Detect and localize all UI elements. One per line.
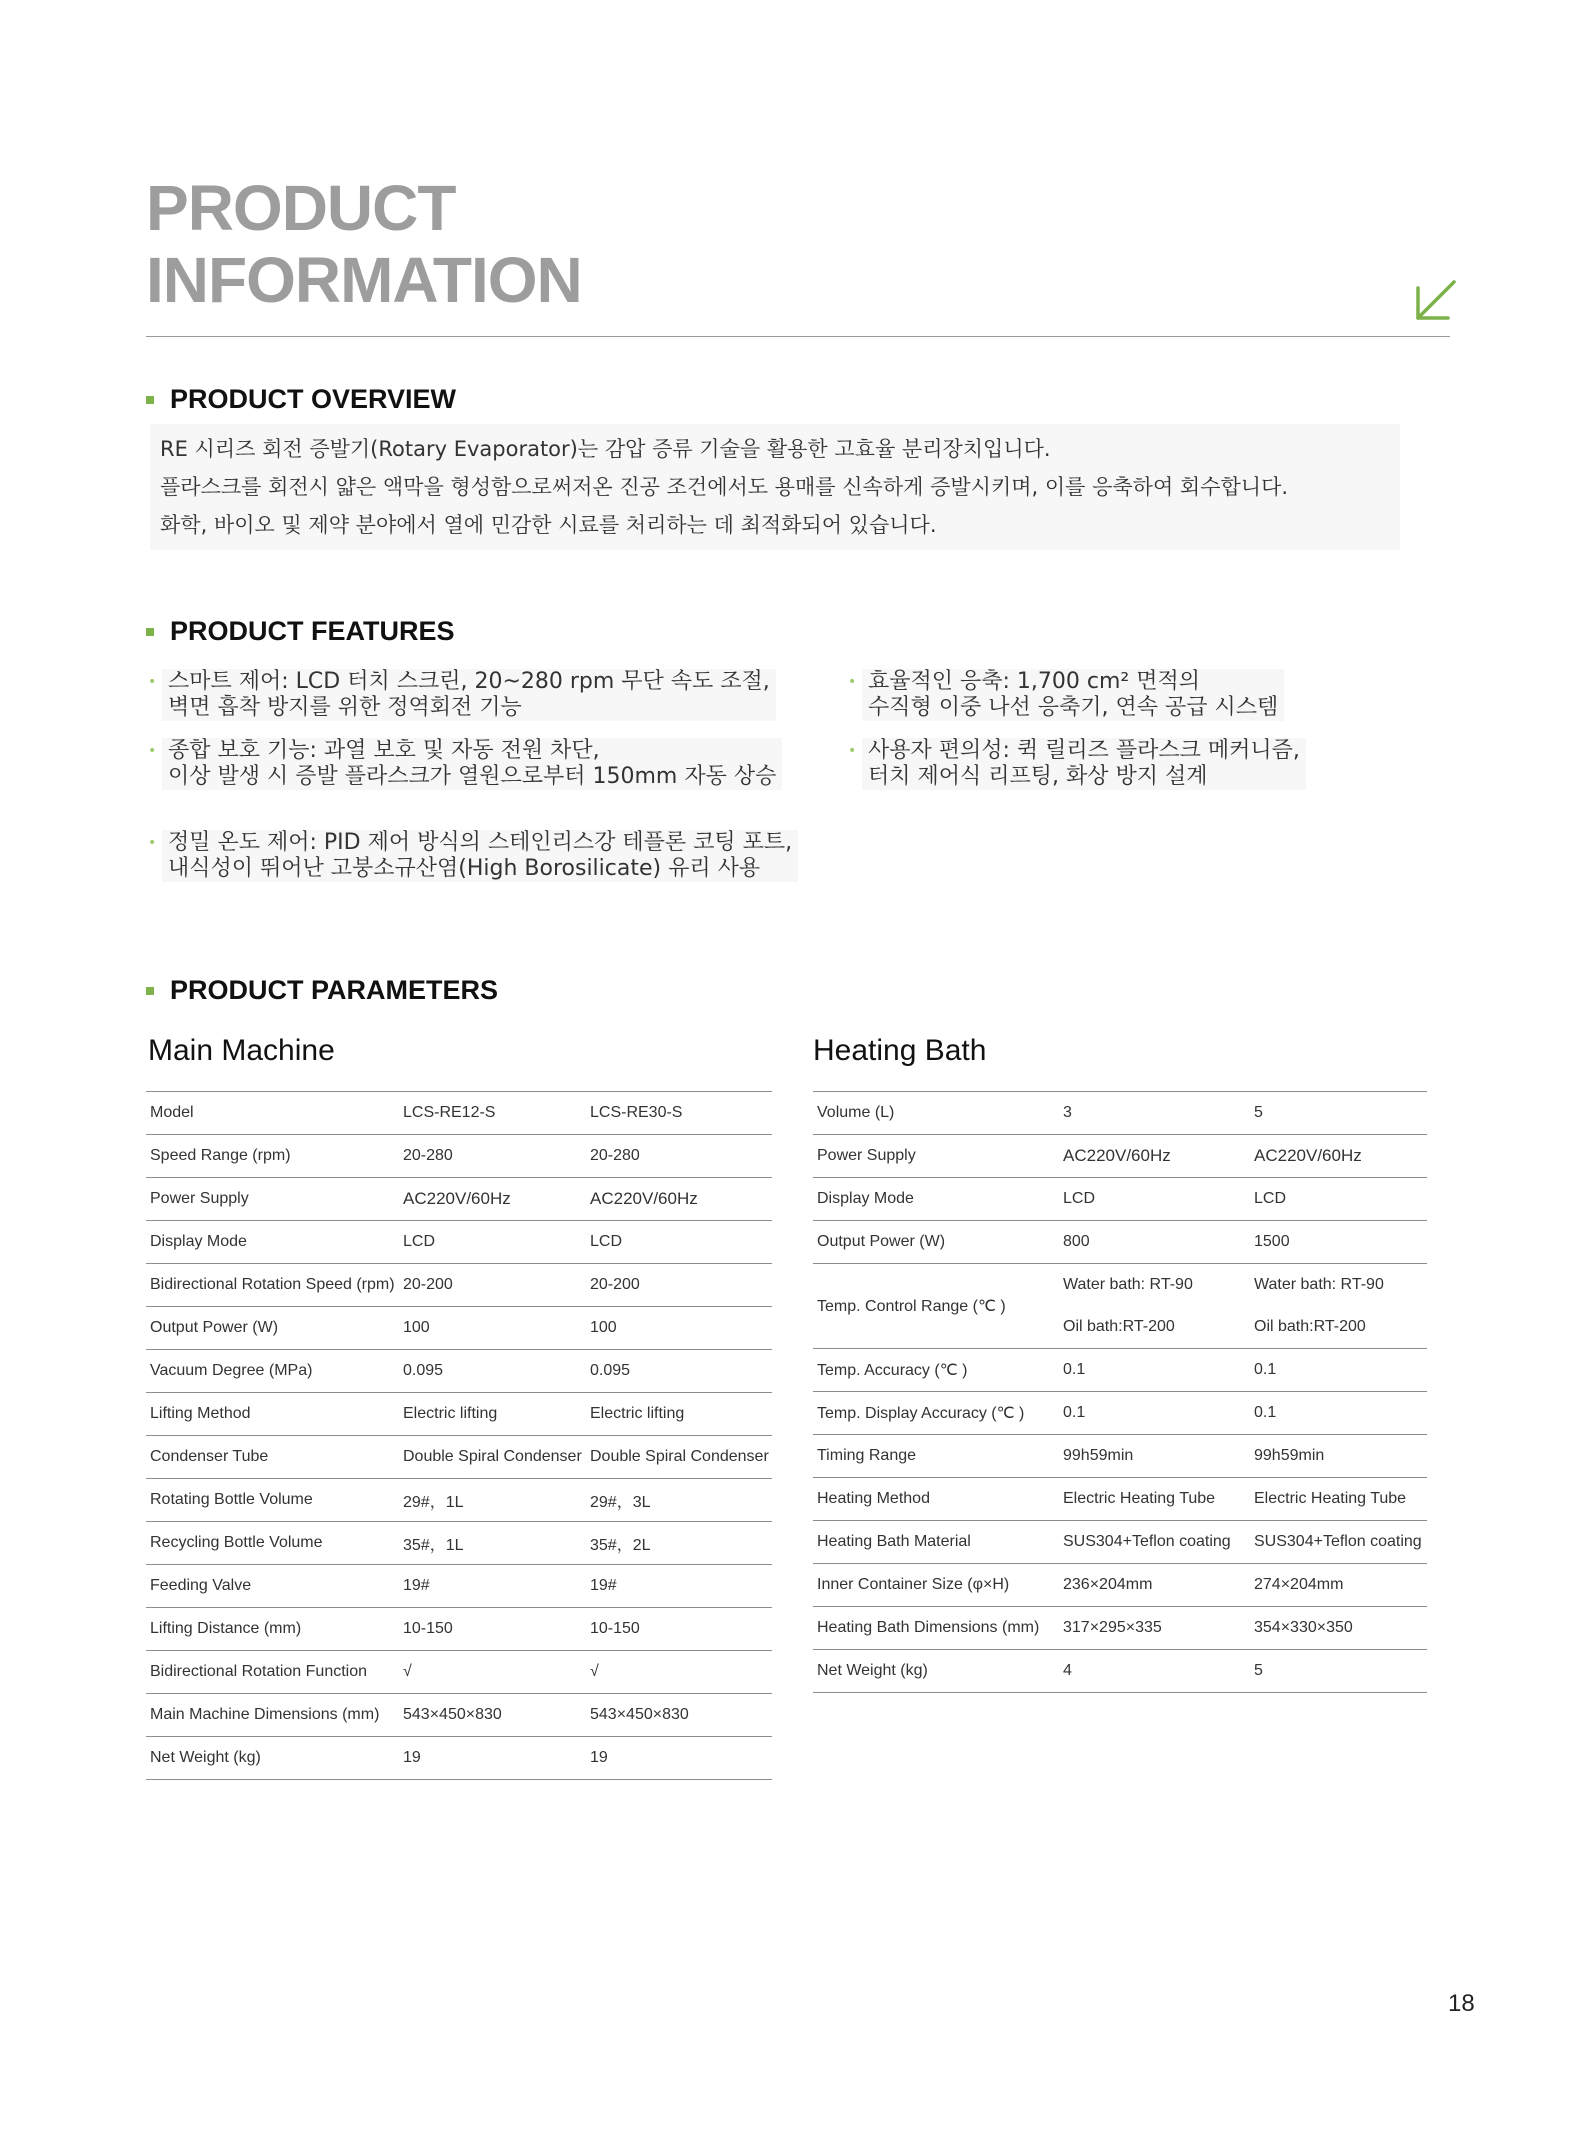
table-row [813,1478,1427,1521]
table-cell-value: 19 [399,1737,586,1780]
table-cell-label: Display Mode [146,1221,399,1264]
table-cell-value: 1500 [1250,1221,1427,1264]
table-cell-label: Heating Bath Material [813,1521,1059,1564]
table-cell-value: 3 [1059,1092,1250,1135]
table-cell-label: Volume (L) [813,1092,1059,1135]
table-cell-value: 4 [1059,1650,1250,1693]
table-cell-value: 274×204mm [1250,1564,1427,1607]
feature-line: 수직형 이중 나선 응축기, 연속 공급 시스템 [868,695,1279,720]
table-cell-label: Vacuum Degree (MPa) [146,1350,399,1393]
table-cell-value: 5 [1250,1650,1427,1693]
table-cell-value: 543×450×830 [399,1694,586,1737]
table-cell-label: Lifting Method [146,1393,399,1436]
table-cell-label: Temp. Display Accuracy (℃ ) [813,1392,1059,1435]
table-cell-value: 20-280 [399,1135,586,1178]
features-heading-text: PRODUCT FEATURES [170,616,455,646]
table-cell-value: 19# [399,1565,586,1608]
table-cell-label: Heating Method [813,1478,1059,1521]
table-cell-value: 99h59min [1250,1435,1427,1478]
parameters-heading-text: PRODUCT PARAMETERS [170,975,499,1005]
feature-line: 스마트 제어: LCD 터치 스크린, 20~280 rpm 무단 속도 조절, [168,669,770,694]
table-row [813,1178,1427,1221]
table-cell-value: 100 [399,1307,586,1350]
features-heading [146,616,455,647]
feature-line: 종합 보호 기능: 과열 보호 및 자동 전원 차단, [168,738,600,763]
table-cell-label: Power Supply [813,1135,1059,1178]
feature-line: 벽면 흡착 방지를 위한 정역회전 기능 [168,695,522,720]
table-cell-label: Lifting Distance (mm) [146,1608,399,1651]
table-cell-value: 19# [586,1565,772,1608]
table-cell-value: Double Spiral Condenser [586,1436,772,1479]
table-cell-label: Condenser Tube [146,1436,399,1479]
table-cell-value: 800 [1059,1221,1250,1264]
table-cell-label: Bidirectional Rotation Speed (rpm) [146,1264,399,1307]
arrow-down-left-icon [1412,278,1458,324]
table-cell-label: Temp. Accuracy (℃ ) [813,1349,1059,1392]
main-machine-title: Main Machine [148,1034,335,1067]
table-cell-label: Inner Container Size (φ×H) [813,1564,1059,1607]
table-cell-label: Output Power (W) [813,1221,1059,1264]
table-cell-label: Timing Range [813,1435,1059,1478]
table-row [146,1264,772,1307]
table-cell-value: Oil bath:RT-200 [1250,1306,1427,1349]
table-cell-value: 0.1 [1250,1392,1427,1435]
table-cell-value: 354×330×350 [1250,1607,1427,1650]
table-row [813,1135,1427,1178]
table-cell-value: AC220V/60Hz [399,1178,586,1221]
bullet-square-icon [146,628,154,636]
table-cell-value: 20-280 [586,1135,772,1178]
table-cell-value: 317×295×335 [1059,1607,1250,1650]
table-row [813,1392,1427,1435]
overview-text-box [150,424,1400,550]
table-cell-value: 0.1 [1250,1349,1427,1392]
table-cell-label: Output Power (W) [146,1307,399,1350]
table-cell-value: √ [399,1651,586,1694]
table-cell-label: Temp. Control Range (℃ ) [813,1264,1059,1349]
table-cell-value: LCD [586,1221,772,1264]
table-row [146,1436,772,1479]
table-cell-value: Double Spiral Condenser [399,1436,586,1479]
table-cell-value: 0.095 [586,1350,772,1393]
feature-line: 내식성이 뛰어난 고붕소규산염(High Borosilicate) 유리 사용 [168,856,761,881]
table-row [813,1435,1427,1478]
main-machine-table [146,1091,772,1780]
page-number: 18 [1448,1990,1475,2017]
table-row [146,1479,772,1522]
parameters-heading [146,975,498,1006]
table-cell-value: LCD [399,1221,586,1264]
feature-item [148,669,776,721]
page-title-line2: INFORMATION [146,244,582,316]
table-cell-value: Electric lifting [399,1393,586,1436]
overview-line: 화학, 바이오 및 제약 분야에서 열에 민감한 시료를 처리하는 데 최적화되어 있습니다. [160,513,937,537]
table-cell-label: Net Weight (kg) [813,1650,1059,1693]
bullet-dot-icon: • [148,674,157,690]
feature-line: 사용자 편의성: 퀵 릴리즈 플라스크 메커니즘, [868,738,1300,763]
feature-item [848,738,1306,790]
table-cell-value: 20-200 [586,1264,772,1307]
table-row [146,1393,772,1436]
overview-heading [146,384,456,415]
table-cell-value: 0.1 [1059,1349,1250,1392]
table-cell-value: AC220V/60Hz [1059,1135,1250,1178]
table-row [813,1349,1427,1392]
table-cell-value: 5 [1250,1092,1427,1135]
table-cell-value: LCS-RE30-S [586,1092,772,1135]
table-cell-label: Feeding Valve [146,1565,399,1608]
table-cell-value: √ [586,1651,772,1694]
table-row [146,1307,772,1350]
table-cell-label: Heating Bath Dimensions (mm) [813,1607,1059,1650]
table-cell-label: Bidirectional Rotation Function [146,1651,399,1694]
table-cell-value: AC220V/60Hz [1250,1135,1427,1178]
table-row [813,1264,1427,1307]
overview-line: 플라스크를 회전시 얇은 액막을 형성함으로써저온 진공 조건에서도 용매를 신속하게 증발시키며, 이를 응축하여 회수합니다. [160,475,1289,499]
table-row [813,1092,1427,1135]
table-row [813,1564,1427,1607]
table-cell-label: Power Supply [146,1178,399,1221]
table-row [813,1521,1427,1564]
overview-heading-text: PRODUCT OVERVIEW [170,384,457,414]
page-title [146,172,582,316]
table-cell-value: 0.095 [399,1350,586,1393]
table-cell-value: SUS304+Teflon coating [1250,1521,1427,1564]
feature-line: 이상 발생 시 증발 플라스크가 열원으로부터 150mm 자동 상승 [168,764,777,789]
table-cell-value: Water bath: RT-90 [1063,1276,1193,1293]
table-cell-label: Main Machine Dimensions (mm) [146,1694,399,1737]
heating-bath-table [813,1091,1427,1693]
table-cell-value: 35#，1L [399,1522,586,1565]
feature-item [148,738,782,790]
table-cell-value: 10-150 [399,1608,586,1651]
table-cell-value: 20-200 [399,1264,586,1307]
table-row [146,1350,772,1393]
table-cell-value: LCD [1059,1178,1250,1221]
bullet-square-icon [146,396,154,404]
table-cell-value: AC220V/60Hz [586,1178,772,1221]
table-cell-value: SUS304+Teflon coating [1059,1521,1250,1564]
table-cell-label: Speed Range (rpm) [146,1135,399,1178]
table-row [146,1092,772,1135]
table-row [813,1221,1427,1264]
table-cell-value: 236×204mm [1059,1564,1250,1607]
table-row [146,1221,772,1264]
table-cell-value: 35#，2L [586,1522,772,1565]
header-divider [146,336,1450,337]
table-cell-value: 19 [586,1737,772,1780]
table-cell-value: Oil bath:RT-200 [1059,1306,1250,1349]
table-row [146,1178,772,1221]
table-cell-label: Model [146,1092,399,1135]
bullet-dot-icon: • [848,674,857,690]
heating-bath-title: Heating Bath [813,1034,987,1067]
bullet-dot-icon: • [848,743,857,759]
feature-item [148,830,798,882]
table-row [146,1651,772,1694]
feature-line: 효율적인 응축: 1,700 cm² 면적의 [868,669,1200,694]
feature-line: 터치 제어식 리프팅, 화상 방지 설계 [868,764,1208,789]
table-cell-label: Net Weight (kg) [146,1737,399,1780]
feature-item [848,669,1284,721]
table-cell-label: Display Mode [813,1178,1059,1221]
bullet-dot-icon: • [148,743,157,759]
table-cell-label: Rotating Bottle Volume [146,1479,399,1522]
table-row [813,1607,1427,1650]
table-cell-value: 29#，1L [399,1479,586,1522]
feature-line: 정밀 온도 제어: PID 제어 방식의 스테인리스강 테플론 코팅 포트, [168,830,793,855]
table-row [146,1565,772,1608]
table-row [146,1737,772,1780]
table-cell-value: LCS-RE12-S [399,1092,586,1135]
table-cell-value: 29#，3L [586,1479,772,1522]
bullet-square-icon [146,987,154,995]
table-cell-value: Electric Heating Tube [1250,1478,1427,1521]
table-cell-value: 10-150 [586,1608,772,1651]
table-cell-label: Recycling Bottle Volume [146,1522,399,1565]
table-row [146,1694,772,1737]
table-cell-value: 0.1 [1059,1392,1250,1435]
table-row [146,1608,772,1651]
overview-line: RE 시리즈 회전 증발기(Rotary Evaporator)는 감압 증류 기술을 활용한 고효율 분리장치입니다. [160,437,1051,461]
table-cell-value: 100 [586,1307,772,1350]
table-cell-value: 99h59min [1059,1435,1250,1478]
table-cell-value: Water bath: RT-90 [1254,1276,1384,1293]
table-row [813,1650,1427,1693]
table-row [146,1135,772,1178]
table-row [146,1522,772,1565]
table-cell-value: LCD [1250,1178,1427,1221]
table-cell-value: Electric Heating Tube [1059,1478,1250,1521]
table-cell-value: 543×450×830 [586,1694,772,1737]
bullet-dot-icon: • [148,835,157,851]
table-cell-value: Electric lifting [586,1393,772,1436]
page-title-line1: PRODUCT [146,172,456,244]
